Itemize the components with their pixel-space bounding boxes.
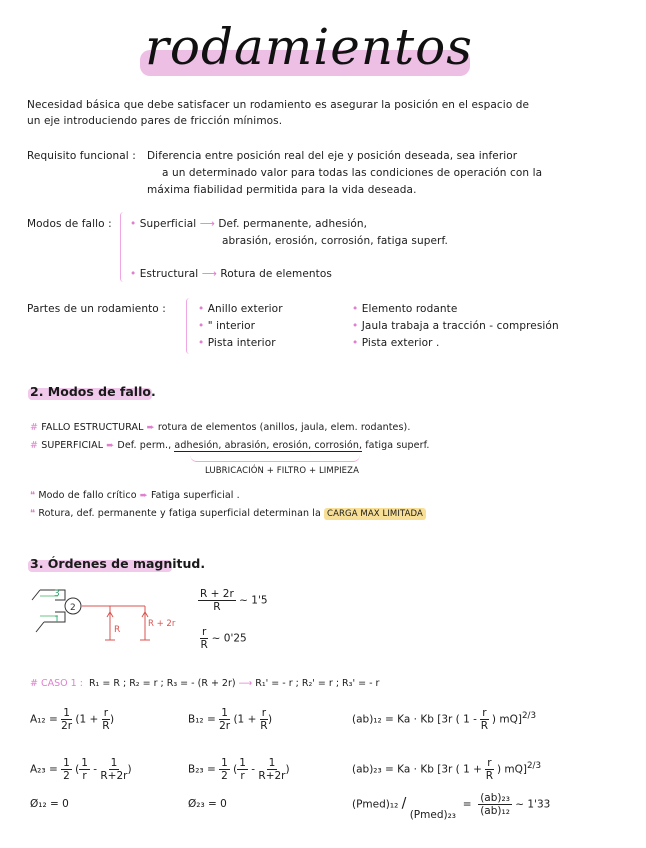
- ratio-1-num: R + 2r: [200, 588, 234, 600]
- modos-item-1-label: Superficial: [139, 218, 197, 230]
- diagram-label-1: 1: [54, 615, 60, 625]
- page-title: rodamientos: [145, 18, 473, 76]
- pmed-num: (Pmed)₁₂: [352, 798, 399, 811]
- formula-A12: A₁₂ = $\frac{1}{2r}$ (1 + $\frac{r}{R}$ ): [30, 707, 115, 732]
- formula-B12: B₁₂ = $\frac{1}{2r}$ (1 + $\frac{r}{R}$ ): [188, 707, 273, 732]
- formula-ab23: (ab)₂₃ = Ka · Kb [3r ( 1 + $\frac{r}{R}$ ) mQ]$^{2/3}$: [352, 757, 542, 782]
- B23-f1-den: 2: [221, 770, 228, 782]
- caso-1-eq-2: R₁' = - r ; R₂' = r ; R₃' = - r: [255, 678, 380, 689]
- modos-brace: [120, 212, 127, 282]
- s2-line-1: [30, 422, 410, 433]
- caso-1-label: # CASO 1 :: [30, 678, 83, 689]
- B23-f3-num: 1: [268, 757, 276, 769]
- partes-col-1-label-1: Anillo exterior: [207, 303, 283, 315]
- A12-f2-den: R: [102, 720, 110, 732]
- intro-line-2: un eje introduciendo pares de fricción mínimos.: [27, 115, 283, 127]
- B23-label: B₂₃ =: [188, 763, 216, 776]
- caso-1-eq: R₁ = R ; R₂ = r ; R₃ = - (R + 2r): [88, 678, 236, 689]
- B23-f1-num: 1: [221, 757, 228, 769]
- modos-item-1: [130, 218, 367, 230]
- partes-col-2-item-3: [352, 337, 439, 349]
- s2-line-4: [30, 508, 426, 519]
- partes-label: Partes de un rodamiento :: [27, 303, 166, 315]
- formula-A23: A₂₃ = $\frac{1}{2}$ ( $\frac{1}{r}$ - $\frac{1}{R+2r}$ ): [30, 757, 132, 782]
- ab23-label: (ab)₂₃ = Ka · Kb: [352, 763, 434, 776]
- bullet-icon: •: [198, 320, 208, 332]
- modos-item-1-desc-2: abrasión, erosión, corrosión, fatiga superf.: [222, 235, 448, 247]
- ratio-1-frac: [198, 588, 236, 613]
- A23-f2-den: r: [82, 770, 87, 782]
- A12-f2-num: r: [103, 707, 109, 719]
- quote-icon: ❝: [30, 508, 36, 519]
- diagram-label-R2r: R + 2r: [148, 619, 176, 629]
- arrow-right-icon: ➨: [106, 440, 115, 451]
- diagram-label-3: 3: [54, 589, 60, 599]
- s2-line-2-text-c: fatiga superf.: [365, 440, 430, 451]
- diagram-outer-ring: [40, 590, 65, 600]
- pmed-f-num: (ab)₂₃: [480, 792, 510, 804]
- section-2-heading: 2. Modos de fallo.: [30, 384, 156, 399]
- bullet-icon: •: [198, 303, 208, 315]
- A23-label: A₂₃ =: [30, 763, 58, 776]
- arrow-right-icon: ➨: [139, 490, 148, 501]
- requisito-line-1: Diferencia entre posición real del eje y posición deseada, sea inferior: [147, 150, 518, 162]
- s2-line-2-text-a: Def. perm.,: [117, 440, 172, 451]
- bearing-diagram: [30, 582, 180, 652]
- partes-col-1-item-3: [198, 337, 276, 349]
- modos-item-2-label: Estructural: [139, 268, 199, 280]
- ab23-tail: ) mQ: [496, 763, 523, 776]
- pmed-eq: =: [462, 798, 472, 811]
- arrow-right-icon: ⟶: [199, 218, 215, 230]
- bullet-icon: •: [130, 218, 137, 230]
- s2-underbrace: [190, 455, 360, 462]
- bullet-icon: •: [352, 303, 362, 315]
- ab23-exp: 2/3: [526, 761, 542, 771]
- s2-line-4-text: Rotura, def. permanente y fatiga superficial determinan la: [38, 508, 321, 519]
- partes-col-1-item-1: [198, 303, 283, 315]
- ratio-2: [200, 626, 247, 651]
- ab12-f-num: r: [482, 707, 487, 719]
- s2-line-2-text-b: adhesión, abrasión, erosión, corrosión,: [174, 440, 363, 451]
- partes-col-2-label-1: Elemento rodante: [361, 303, 458, 315]
- modos-item-2-desc: Rotura de elementos: [220, 268, 332, 280]
- arrow-right-icon: ➨: [146, 422, 155, 433]
- s2-line-3-a: Modo de fallo crítico: [38, 490, 137, 501]
- ratio-1-val: ~ 1'5: [239, 594, 268, 607]
- ab12-label: (ab)₁₂ = Ka · Kb: [352, 713, 434, 726]
- ratio-1: [198, 588, 268, 613]
- partes-col-2-item-2: [352, 320, 559, 332]
- pmed-f-den: (ab)₁₂: [480, 805, 510, 817]
- A23-f3-den: R+2r: [100, 770, 128, 782]
- partes-col-1-item-2: [198, 320, 255, 332]
- B23-f2-den: r: [240, 770, 245, 782]
- formula-ab12: (ab)₁₂ = Ka · Kb [3r ( 1 - $\frac{r}{R}$ ) mQ]$^{2/3}$: [352, 707, 537, 732]
- formula-phi12: Ø₁₂ = 0: [30, 798, 69, 810]
- s2-note: LUBRICACIÓN + FILTRO + LIMPIEZA: [205, 466, 359, 476]
- pmed-den: (Pmed)₂₃: [409, 808, 456, 821]
- bullet-icon: •: [352, 337, 362, 349]
- requisito-line-2: a un determinado valor para todas las condiciones de operación con la: [162, 167, 543, 179]
- B12-f2-num: r: [261, 707, 267, 719]
- A23-f1-num: 1: [63, 757, 70, 769]
- partes-col-1-label-3: Pista interior: [207, 337, 276, 349]
- partes-col-1-label-2: " interior: [207, 320, 256, 332]
- s2-line-4-highlight: CARGA MAX LIMITADA: [324, 508, 426, 520]
- requisito-label: Requisito funcional :: [27, 150, 136, 162]
- ab12-tail: ) mQ: [491, 713, 518, 726]
- partes-col-2-label-2: Jaula trabaja a tracción - compresión: [361, 320, 559, 332]
- ratio-2-frac: [200, 626, 208, 651]
- s2-line-1-label: FALLO ESTRUCTURAL: [41, 422, 144, 433]
- A12-inner: 1 +: [79, 713, 99, 726]
- requisito-line-3: máxima fiabilidad permitida para la vida deseada.: [147, 184, 417, 196]
- s2-line-1-text: rotura de elementos (anillos, jaula, elem. rodantes).: [157, 422, 411, 433]
- ab12-inner: 3r ( 1 -: [441, 713, 477, 726]
- s2-line-2: [30, 440, 429, 451]
- ratio-1-den: R: [213, 601, 221, 613]
- A23-f2-num: 1: [81, 757, 88, 769]
- B23-f2-num: 1: [239, 757, 246, 769]
- ab12-exp: 2/3: [521, 711, 537, 721]
- formula-pmed: (Pmed)₁₂ / (Pmed)₂₃ = $\frac{\text{(ab)₂₃}}{\text{(ab)₁₂}}$ ~ 1'33: [352, 792, 551, 821]
- formula-phi23: Ø₂₃ = 0: [188, 798, 227, 810]
- quote-icon: ❝: [30, 490, 36, 501]
- diagram-label-R: R: [114, 625, 121, 635]
- A12-f1-den: 2r: [61, 720, 73, 732]
- bullet-icon: •: [130, 268, 137, 280]
- ab12-f-den: R: [480, 720, 489, 732]
- A12-label: A₁₂ =: [30, 713, 58, 726]
- ratio-2-val: ~ 0'25: [211, 632, 247, 645]
- B23-minus: -: [251, 763, 256, 776]
- arrow-right-icon: ⟶: [238, 678, 253, 689]
- bullet-icon: •: [352, 320, 362, 332]
- s2-line-3: [30, 490, 240, 501]
- B12-label: B₁₂ =: [188, 713, 216, 726]
- ab23-f-den: R: [485, 770, 494, 782]
- modos-label: Modos de fallo :: [27, 218, 112, 230]
- ab23-f-num: r: [487, 757, 492, 769]
- hash-icon: #: [30, 422, 39, 433]
- section-3-heading: 3. Órdenes de magnitud.: [30, 556, 206, 571]
- ratio-2-den: R: [200, 639, 208, 651]
- B12-f2-den: R: [260, 720, 268, 732]
- B23-f3-den: R+2r: [258, 770, 286, 782]
- modos-item-2: [130, 268, 332, 280]
- s2-line-2-label: SUPERFICIAL: [41, 440, 104, 451]
- partes-col-2-label-3: Pista exterior .: [361, 337, 440, 349]
- s2-line-3-b: Fatiga superficial .: [150, 490, 240, 501]
- partes-col-2-item-1: [352, 303, 457, 315]
- B12-f1-den: 2r: [219, 720, 231, 732]
- diagram-label-2: 2: [70, 603, 76, 613]
- intro-line-1: Necesidad básica que debe satisfacer un rodamiento es asegurar la posición en el espacio de: [27, 99, 530, 111]
- hash-icon: #: [30, 440, 39, 451]
- bullet-icon: •: [198, 337, 208, 349]
- partes-brace: [186, 298, 193, 354]
- ratio-2-num: r: [202, 626, 207, 638]
- A23-f3-num: 1: [110, 757, 118, 769]
- formula-B23: B₂₃ = $\frac{1}{2}$ ( $\frac{1}{r}$ - $\frac{1}{R+2r}$ ): [188, 757, 290, 782]
- B12-inner: 1 +: [237, 713, 257, 726]
- caso-1-line: [30, 678, 379, 689]
- pmed-val: ~ 1'33: [515, 798, 551, 811]
- ab23-inner: 3r ( 1 +: [441, 763, 482, 776]
- arrow-right-icon: ⟶: [201, 268, 217, 280]
- A23-minus: -: [93, 763, 98, 776]
- B12-f1-num: 1: [221, 707, 228, 719]
- A12-f1-num: 1: [63, 707, 70, 719]
- modos-item-1-desc-1: Def. permanente, adhesión,: [218, 218, 368, 230]
- A23-f1-den: 2: [63, 770, 70, 782]
